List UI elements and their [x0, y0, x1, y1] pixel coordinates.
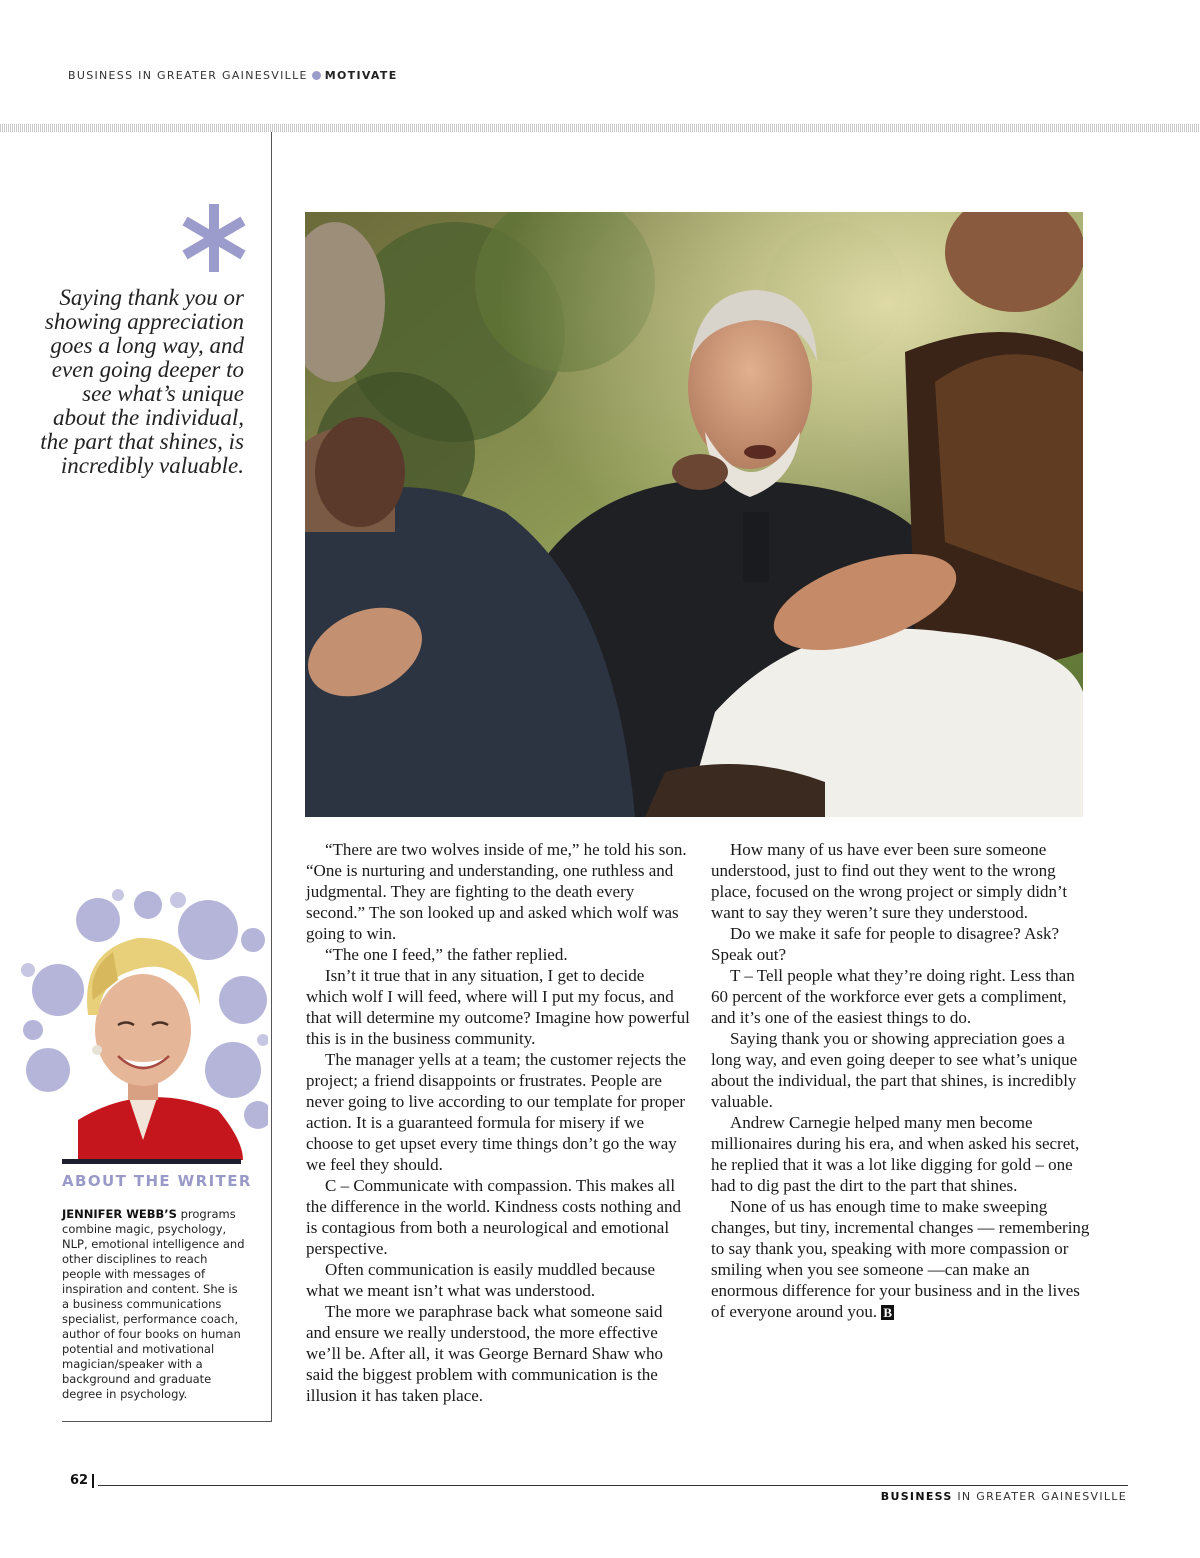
paragraph: T – Tell people what they’re doing right. Less than 60 percent of the workforce ever gets a compliment, and it’s one of the easiest things to do. [711, 966, 1075, 1027]
paragraph: C – Communicate with compassion. This makes all the difference in the world. Kindness costs nothing and is contagious from both a neurological and emotional perspective. [306, 1176, 682, 1258]
paragraph: Saying thank you or showing appreciation goes a long way, and even going deeper to see what’s unique about the individual, the part that shines, is incredibly valuable. [711, 1029, 1078, 1111]
writer-bar [62, 1159, 241, 1164]
writer-bio-text: programs combine magic, psychology, NLP, emotional intelligence and other disciplines to reach people with messages of inspiration and content. She is a business communications specialist, performance coach, author of four books on human potential and motivational magician/speaker with a background and graduate degree in psychology. [62, 1207, 245, 1401]
paragraph: “The one I feed,” the father replied. [325, 945, 568, 964]
paragraph: Isn’t it true that in any situation, I get to decide which wolf I will feed, where will I put my focus, and that will determine my outcome? Imagine how powerful this is in the business community. [306, 966, 690, 1048]
publication-name: BUSINESS IN GREATER GAINESVILLE [68, 69, 308, 82]
closing-text: None of us has enough time to make sweeping changes, but tiny, incremental changes — remembering to say thank you, speaking with more compassion or smiling when you see someone —can make an enormous difference for your business and in the lives of everyone around you. [711, 1197, 1090, 1321]
page-number-tick [92, 1474, 94, 1488]
paragraph: Often communication is easily muddled because what we meant isn’t what was understood. [306, 1260, 655, 1300]
running-footer [881, 1490, 1127, 1503]
writer-portrait [18, 880, 268, 1160]
paragraph: Do we make it safe for people to disagree? Ask? Speak out? [711, 924, 1060, 964]
group-hug-photo [305, 212, 1083, 817]
writer-name: JENNIFER WEBB’S [62, 1207, 177, 1221]
footer-publication-bold: BUSINESS [880, 1490, 953, 1503]
running-header [68, 69, 398, 82]
footer-publication-rest: IN GREATER GAINESVILLE [952, 1490, 1127, 1503]
header-rule [0, 124, 1200, 132]
article-column-2 [711, 839, 1095, 1322]
paragraph: The manager yells at a team; the customer rejects the project; a friend disappoints or frustrates. People are never going to live according to our template for proper action. It is a guaranteed formula for misery if we choose to get upset every time things don’t go the way we feel they should. [306, 1050, 687, 1174]
paragraph: How many of us have ever been sure someone understood, just to find out they went to the wrong place, focused on the wrong project or simply didn’t want to say they weren’t sure they understood. [711, 840, 1068, 922]
pull-quote: Saying thank you or showing appreciation goes a long way, and even going deeper to see what’s unique about the individual, the part that shines, is incredibly valuable. [40, 285, 244, 478]
paragraph: “There are two wolves inside of me,” he told his son. “One is nurturing and understanding, one ruthless and judgmental. They are fighting to the death every second.” The son looked up and asked which wolf was going to win. [306, 840, 687, 943]
paragraph: Andrew Carnegie helped many men become millionaires during his era, and when asked his secret, he replied that it was a lot like digging for gold – one had to dig past the dirt to the part that shines. [711, 1113, 1080, 1195]
paragraph: The more we paraphrase back what someone said and ensure we really understood, the more effective we’ll be. After all, it was George Bernard Shaw who said the biggest problem with communication is the illusion it has taken place. [306, 1302, 664, 1405]
end-mark-icon: B [883, 1305, 893, 1320]
asterisk-icon [176, 190, 252, 290]
paragraph [711, 1196, 1095, 1322]
writer-bio [62, 1207, 248, 1402]
sidebar-bottom-rule [62, 1421, 272, 1422]
article-column-1 [306, 839, 690, 1406]
sidebar-divider [271, 132, 272, 1422]
section-name: MOTIVATE [324, 69, 398, 82]
about-the-writer-label: ABOUT THE WRITER [62, 1172, 252, 1190]
page-number: 62 [70, 1473, 89, 1488]
bullet-dot-icon [312, 71, 321, 80]
footer-rule [98, 1485, 1128, 1486]
